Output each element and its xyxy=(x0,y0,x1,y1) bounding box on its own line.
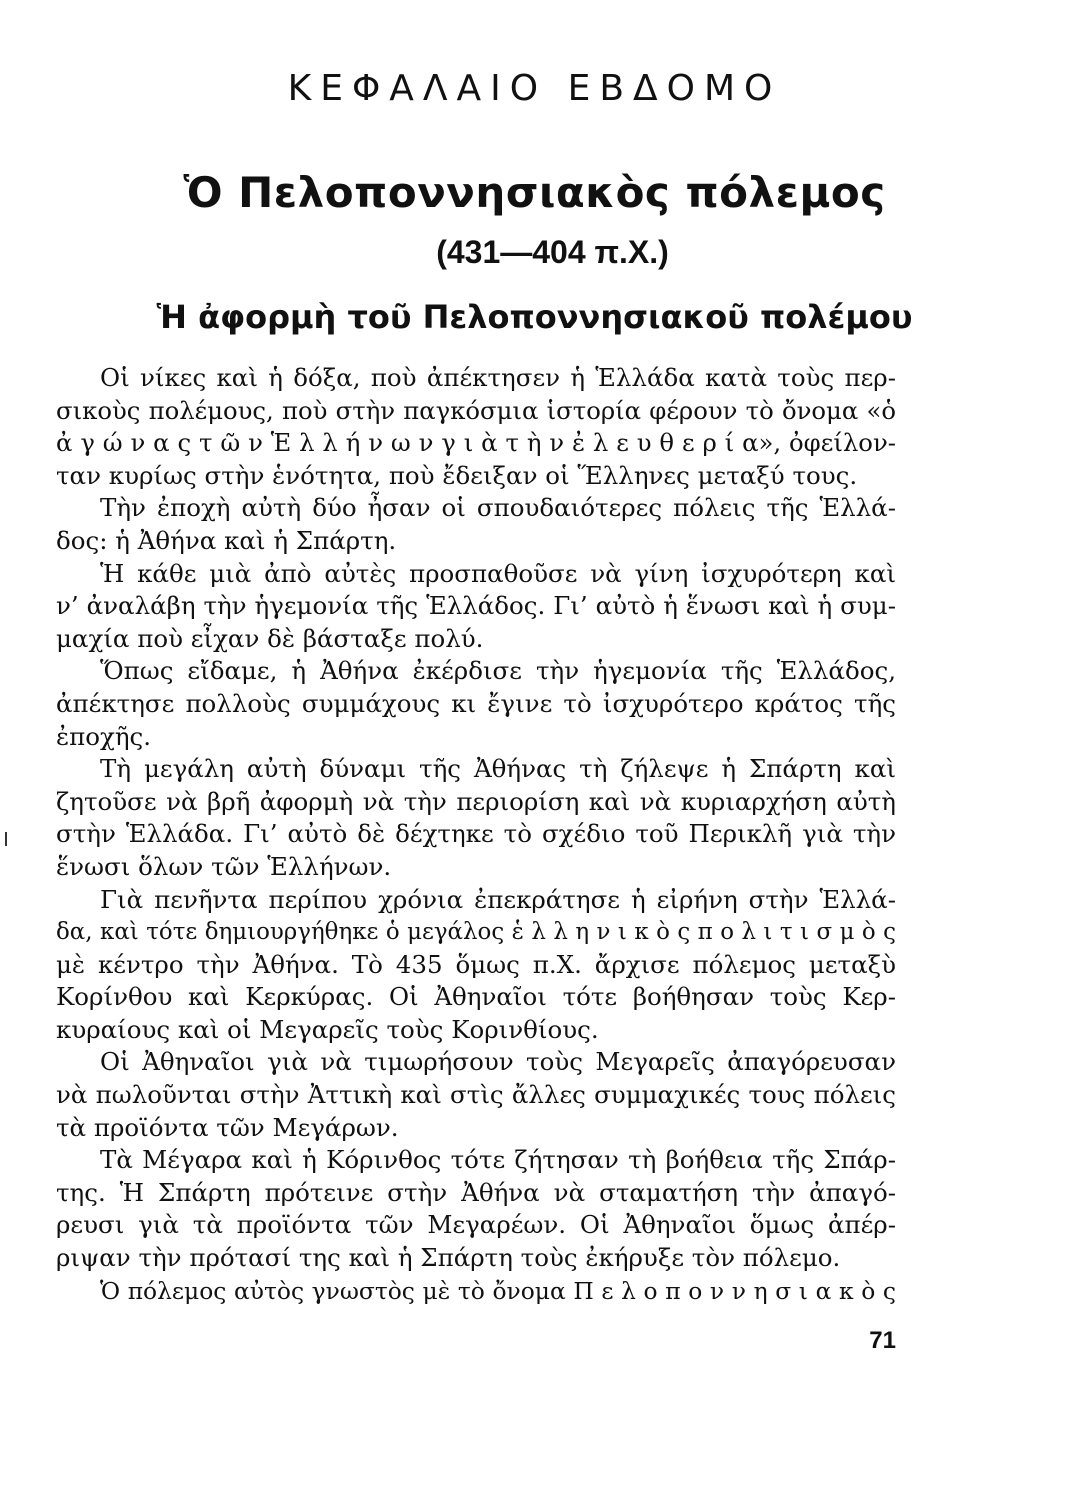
text-line: Ὅπως εἴδαμε, ἡ Ἀθήνα ἐκέρδισε τὴν ἡγεμονία τῆς Ἑλλάδος, xyxy=(100,656,896,686)
text-line: δα, καὶ τότε δημιουργήθηκε ὁ μεγάλος ἑ λ λ η ν ι κ ὸ ς π ο λ ι τ ι σ μ ὸ ς xyxy=(56,919,896,946)
text-line: ἕνωσι ὅλων τῶν Ἑλλήνων. xyxy=(56,851,392,881)
text-line: ταν κυρίως στὴν ἑνότητα, ποὺ ἔδειξαν οἱ Ἕλληνες μεταξύ τους. xyxy=(56,460,858,490)
text-line: Οἱ νίκες καὶ ἡ δόξα, ποὺ ἀπέκτησεν ἡ Ἑλλάδα κατὰ τοὺς περ- xyxy=(100,363,896,392)
text-line: ἐποχῆς. xyxy=(56,721,152,751)
text-line: ρευσι γιὰ τὰ προϊόντα τῶν Μεγαρέων. Οἱ Ἀθηναῖοι ὅμως ἀπέρ- xyxy=(56,1210,896,1240)
text-line: ζητοῦσε νὰ βρῆ ἀφορμὴ νὰ τὴν περιορίση καὶ νὰ κυριαρχήση αὐτὴ xyxy=(56,786,896,816)
text-line: της. Ἡ Σπάρτη πρότεινε στὴν Ἀθήνα νὰ σταματήση τὴν ἀπαγό- xyxy=(56,1177,896,1207)
text-line: Ἡ κάθε μιὰ ἀπὸ αὐτὲς προσπαθοῦσε νὰ γίνη ἰσχυρότερη καὶ xyxy=(100,558,896,588)
text-line: ἀπέκτησε πολλοὺς συμμάχους κι ἔγινε τὸ ἰσχυρότερο κράτος τῆς xyxy=(56,688,896,718)
text-line: Κορίνθου καὶ Κερκύρας. Οἱ Ἀθηναῖοι τότε βοήθησαν τοὺς Κερ- xyxy=(56,982,896,1012)
section-heading: Ἡ ἀφορμὴ τοῦ Πελοποννησιακοῦ πολέμου xyxy=(156,298,913,336)
text-line: τὰ προϊόντα τῶν Μεγάρων. xyxy=(56,1112,399,1142)
text-line: μὲ κέντρο τὴν Ἀθήνα. Τὸ 435 ὅμως π.Χ. ἄρχισε πόλεμος μεταξὺ xyxy=(56,949,896,979)
text-line: μαχία ποὺ εἶχαν δὲ βάσταξε πολύ. xyxy=(56,623,484,653)
text-line: Τὰ Μέγαρα καὶ ἡ Κόρινθος τότε ζήτησαν τὴ βοήθεια τῆς Σπάρ- xyxy=(100,1145,896,1175)
text-line: Οἱ Ἀθηναῖοι γιὰ νὰ τιμωρήσουν τοὺς Μεγαρεῖς ἀπαγόρευσαν xyxy=(100,1047,896,1077)
page-number: 71 xyxy=(869,1327,896,1354)
text-line: κυραίους καὶ οἱ Μεγαρεῖς τοὺς Κορινθίους. xyxy=(56,1014,599,1044)
text-line: δος: ἡ Ἀθήνα καὶ ἡ Σπάρτη. xyxy=(56,525,397,555)
text-line: ριψαν τὴν πρότασί της καὶ ἡ Σπάρτη τοὺς ἐκήρυξε τὸν πόλεμο. xyxy=(56,1243,841,1273)
text-line: ν’ ἀναλάβη τὴν ἡγεμονία τῆς Ἑλλάδος. Γι’ αὐτὸ ἡ ἕνωσι καὶ ἡ συμ- xyxy=(56,591,896,621)
text-line: σικοὺς πολέμους, ποὺ στὴν παγκόσμια ἱστορία φέρουν τὸ ὄνομα «ὁ xyxy=(56,395,896,425)
text-line: νὰ πωλοῦνται στὴν Ἀττικὴ καὶ στὶς ἄλλες συμμαχικές τους πόλεις xyxy=(56,1080,896,1110)
text-line: Τὴ μεγάλη αὐτὴ δύναμι τῆς Ἀθήνας τὴ ζήλεψε ἡ Σπάρτη καὶ xyxy=(100,754,896,784)
text-line: Ὁ πόλεμος αὐτὸς γνωστὸς μὲ τὸ ὄνομα Π ε λ ο π ο ν ν η σ ι α κ ὸ ς xyxy=(100,1276,896,1305)
text-line: Γιὰ πενῆντα περίπου χρόνια ἐπεκράτησε ἡ εἰρήνη στὴν Ἑλλά- xyxy=(100,884,896,914)
date-range: (431—404 π.Χ.) xyxy=(436,234,669,270)
body-text xyxy=(56,362,896,1307)
chapter-heading: ΚΕΦΑΛΑΙΟ ΕΒΔΟΜΟ xyxy=(287,68,782,109)
margin-mark xyxy=(5,832,7,846)
text-line: Τὴν ἐποχὴ αὐτὴ δύο ἦσαν οἱ σπουδαιότερες πόλεις τῆς Ἑλλά- xyxy=(100,493,896,523)
page-title: Ὁ Πελοποννησιακὸς πόλεμος xyxy=(183,168,886,217)
text-line: ἀ γ ώ ν α ς τ ῶ ν Ἑ λ λ ή ν ω ν γ ι ὰ τ ὴ ν ἐ λ ε υ θ ε ρ ί α», ὀφείλον- xyxy=(56,428,896,458)
text-line: στὴν Ἑλλάδα. Γι’ αὐτὸ δὲ δέχτηκε τὸ σχέδιο τοῦ Περικλῆ γιὰ τὴν xyxy=(56,819,896,849)
